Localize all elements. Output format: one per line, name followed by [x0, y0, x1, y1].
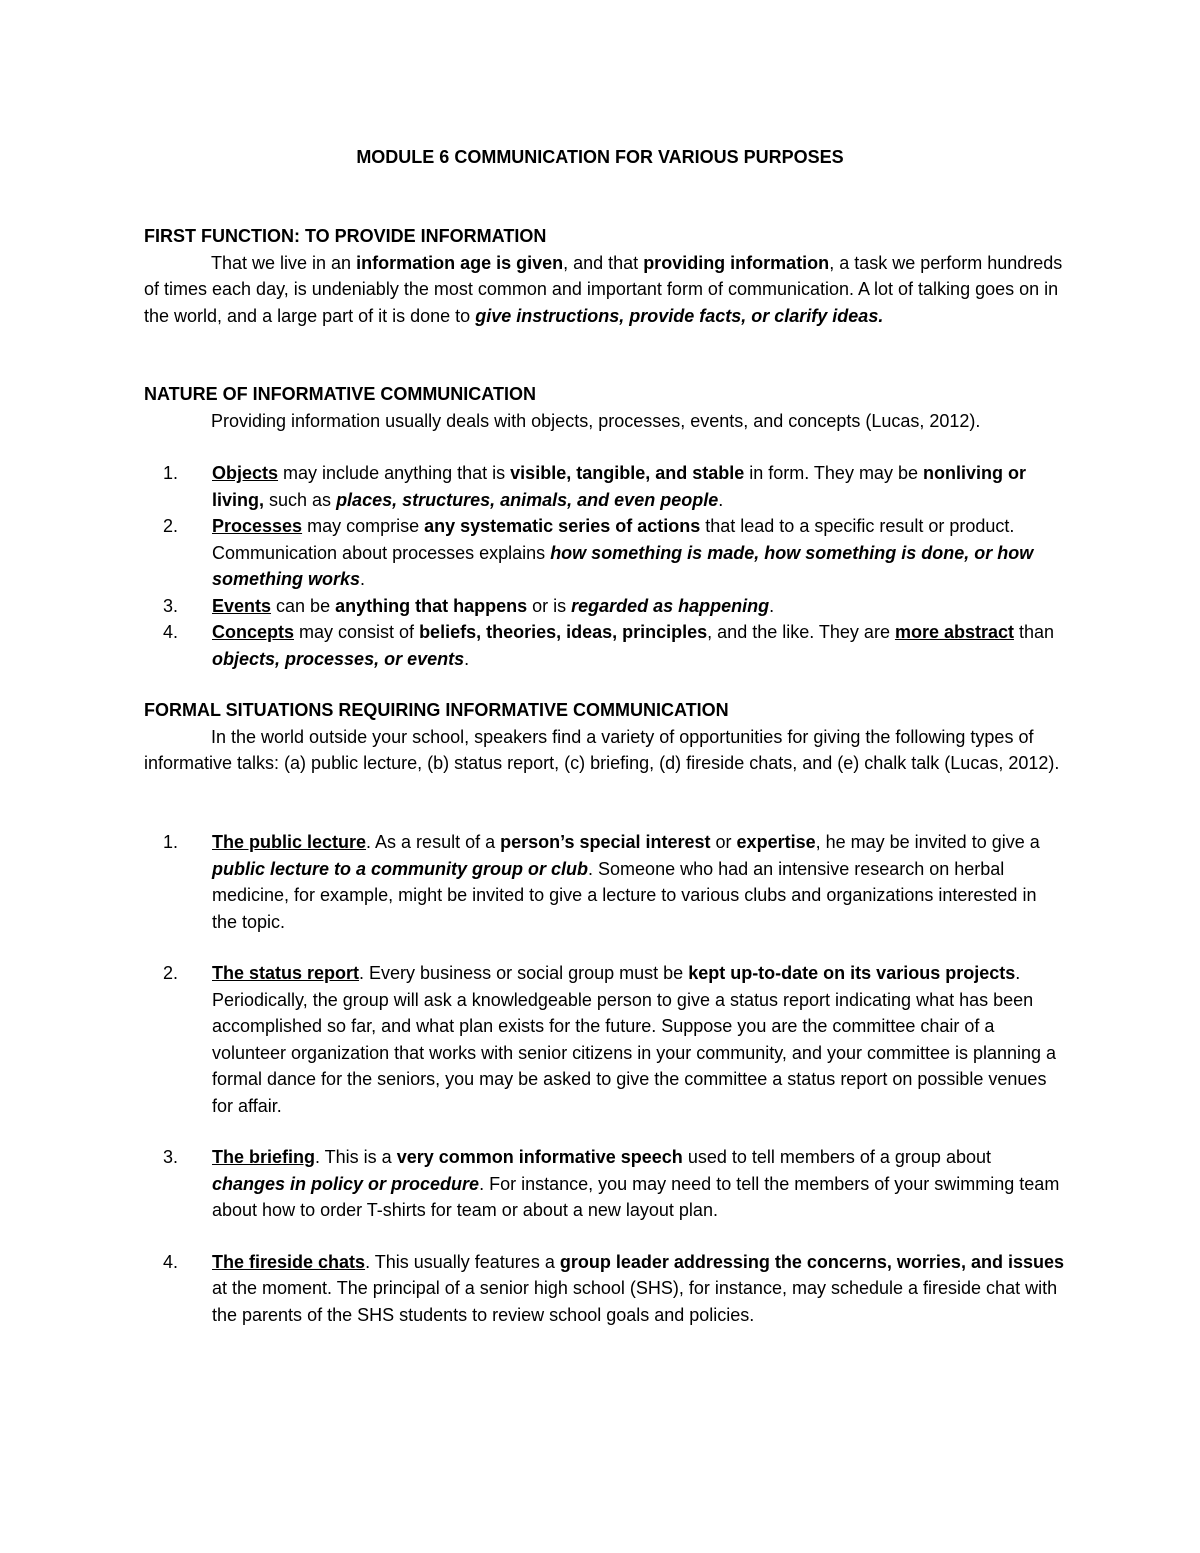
section-intro: Providing information usually deals with objects, processes, events, and concepts (Lucas, 2012).	[211, 410, 981, 431]
section-heading: FORMAL SITUATIONS REQUIRING INFORMATIVE COMMUNICATION	[144, 700, 729, 720]
list-item: 1. Objects may include anything that is visible, tangible, and stable in form. They may be nonliving or living, such as places, structures, animals, and even people.	[163, 463, 1026, 510]
section-heading: FIRST FUNCTION: TO PROVIDE INFORMATION	[144, 226, 547, 246]
section-heading: NATURE OF INFORMATIVE COMMUNICATION	[144, 384, 536, 404]
section-first-function	[144, 223, 1064, 329]
list-item: 4. The fireside chats. This usually features a group leader addressing the concerns, worries, and issues at the moment. The principal of a senior high school (SHS), for instance, may schedule a fireside chat with the parents of the SHS students to review school goals and policies.	[163, 1251, 1064, 1325]
list-item: 1. The public lecture. As a result of a person’s special interest or expertise, he may be invited to give a public lecture to a community group or club. Someone who had an intensive research on herbal medicine, for example, might be invited to give a lecture to various clubs and organizations interested in the topic.	[163, 832, 1040, 932]
section-formal-situations	[144, 697, 1064, 777]
document-title: MODULE 6 COMMUNICATION FOR VARIOUS PURPOSES	[356, 147, 844, 167]
section-intro: In the world outside your school, speakers find a variety of opportunities for giving the following types of informative talks: (a) public lecture, (b) status report, (c) briefing, (d) fireside chats, and (e) chalk talk (Lucas, 2012).	[144, 726, 1060, 773]
section-paragraph: That we live in an information age is given, and that providing information, a task we perform hundreds of times each day, is undeniably the most common and important form of communication. A lot of talking goes on in the world, and a large part of it is done to give instructions, provide facts, or clarify ideas.	[144, 252, 1063, 326]
list-item: 2. Processes may comprise any systematic series of actions that lead to a specific result or product. Communication about processes explains how something is made, how something is done, or how something works.	[163, 516, 1034, 589]
list-item: 4. Concepts may consist of beliefs, theories, ideas, principles, and the like. They are more abstract than objects, processes, or events.	[163, 622, 1055, 669]
situations-list	[144, 829, 1064, 1353]
list-item: 2. The status report. Every business or social group must be kept up-to-date on its various projects. Periodically, the group will ask a knowledgeable person to give a status report indicating what has been accomplished so far, and what plan exists for the future. Suppose you are the committee chair of a volunteer organization that works with senior citizens in your community, and your committee is planning a formal dance for the seniors, you may be asked to give the committee a status report on possible venues for affair.	[163, 963, 1057, 1116]
list-item: 3. Events can be anything that happens or is regarded as happening.	[163, 595, 775, 616]
section-nature	[144, 381, 1064, 434]
list-item: 3. The briefing. This is a very common informative speech used to tell members of a group about changes in policy or procedure. For instance, you may need to tell the members of your swimming team about how to order T-shirts for team or about a new layout plan.	[163, 1147, 1060, 1220]
nature-list	[144, 460, 1064, 672]
